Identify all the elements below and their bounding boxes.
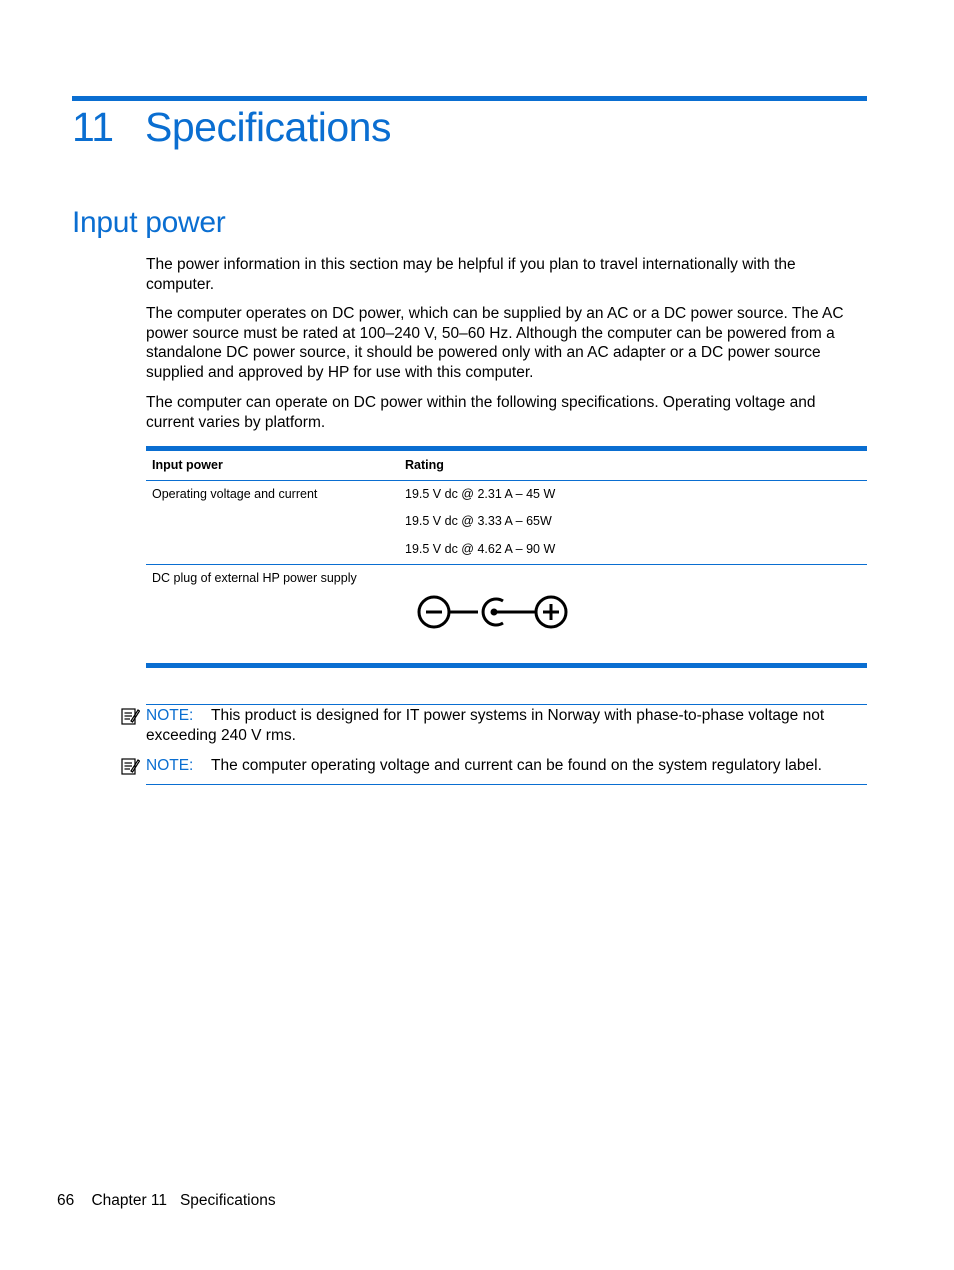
- table-row-label: Operating voltage and current: [152, 487, 318, 501]
- note-norway: [146, 706, 856, 746]
- note-label: NOTE:: [146, 757, 194, 774]
- notes-bottom-rule: [146, 784, 867, 785]
- note-regulatory-label: [146, 756, 856, 776]
- page-number: 66: [57, 1192, 75, 1209]
- page-footer: [57, 1191, 276, 1210]
- table-header-input-power: Input power: [152, 458, 223, 472]
- note-text: The computer operating voltage and current can be found on the system regulatory label.: [211, 757, 822, 774]
- table-cell-rating-65w: 19.5 V dc @ 3.33 A – 65W: [405, 514, 552, 528]
- paragraph-specs: The computer can operate on DC power within the following specifications. Operating voltage and current varies by platform.: [146, 394, 816, 431]
- dc-plug-polarity-icon: [414, 592, 574, 637]
- table-row-rule: [146, 564, 867, 565]
- table-top-rule: [146, 446, 867, 451]
- paragraph-intro: The power information in this section may be helpful if you plan to travel internationally with the computer.: [146, 256, 796, 293]
- note-label: NOTE:: [146, 707, 194, 724]
- notes-top-rule: [146, 704, 867, 705]
- chapter-rule: [72, 96, 867, 101]
- table-header-rating: Rating: [405, 458, 444, 472]
- table-bottom-rule: [146, 663, 867, 668]
- footer-title: Specifications: [179, 1192, 276, 1209]
- note-icon: [120, 706, 140, 726]
- note-icon: [120, 756, 140, 776]
- note-text: This product is designed for IT power systems in Norway with phase-to-phase voltage not exceeding 240 V rms.: [146, 707, 825, 744]
- table-cell-rating-45w: 19.5 V dc @ 2.31 A – 45 W: [405, 487, 556, 501]
- table-header-rule: [146, 480, 867, 481]
- footer-chapter: Chapter 11: [91, 1192, 168, 1209]
- table-cell-rating-90w: 19.5 V dc @ 4.62 A – 90 W: [405, 542, 556, 556]
- paragraph-dc-power: The computer operates on DC power, which can be supplied by an AC or a DC power source. The AC power source must be rated at 100–240 V, 50–60 Hz. Although the computer can be powered from a standalone DC power source, it should be powered only with an AC adapter or a DC power source supplied and approved by HP for use with this computer.: [146, 305, 844, 381]
- chapter-title-text: Specifications: [145, 104, 391, 150]
- chapter-number: 11: [72, 104, 114, 150]
- table-row-label: DC plug of external HP power supply: [152, 571, 357, 585]
- section-title: Input power: [72, 206, 226, 239]
- chapter-title: [72, 104, 391, 151]
